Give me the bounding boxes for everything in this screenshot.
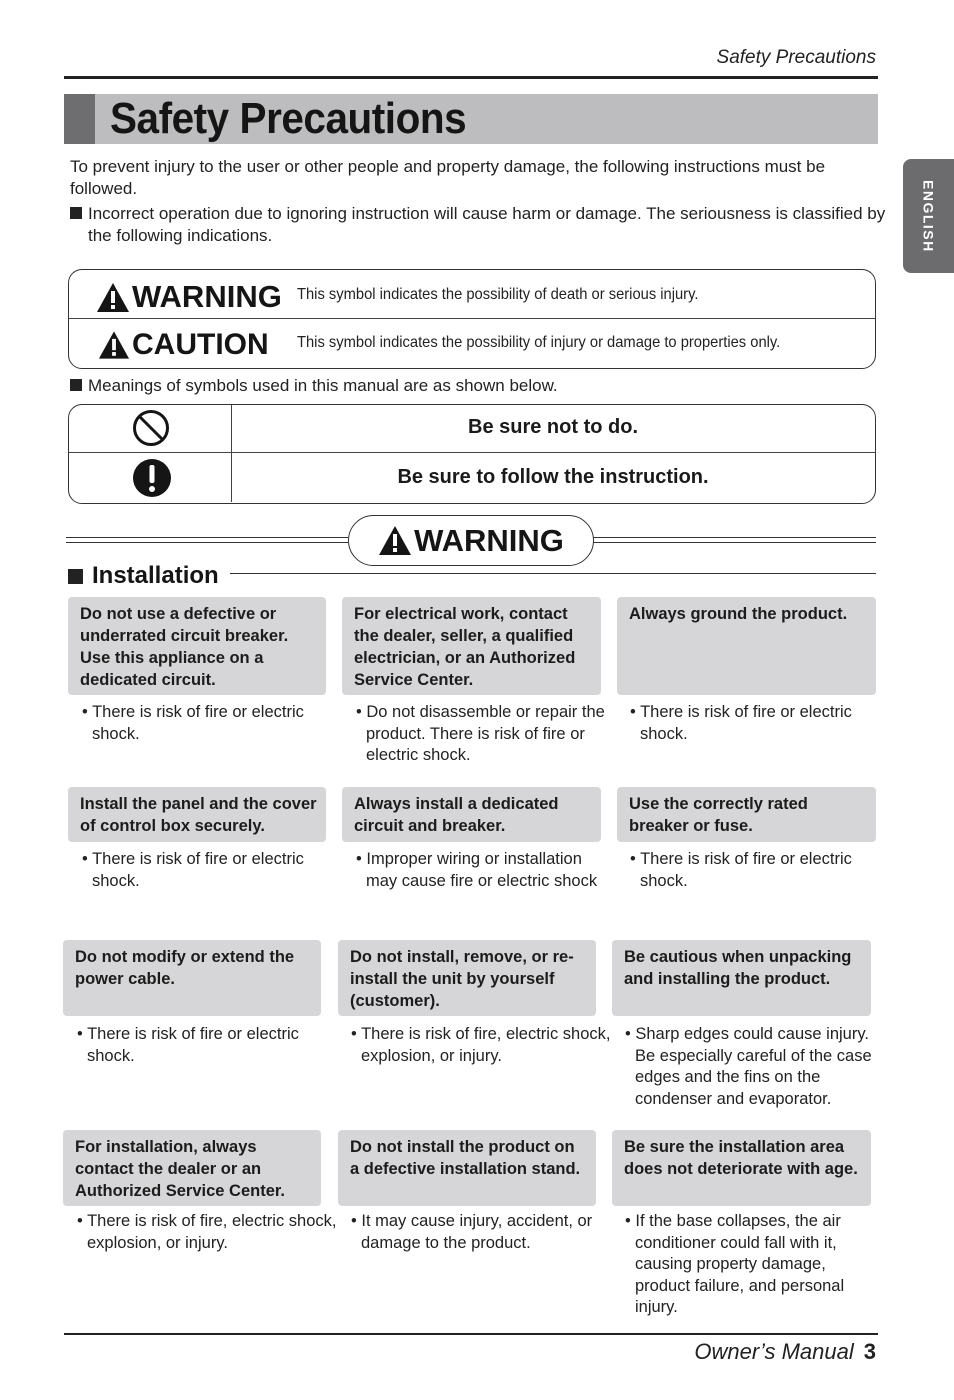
intro-bullet bbox=[70, 203, 888, 247]
card-body-text: There is risk of fire or electric shock. bbox=[640, 850, 852, 890]
caution-label: CAUTION bbox=[132, 328, 269, 361]
page-title: Safety Precautions bbox=[110, 94, 467, 143]
installation-heading-text: Installation bbox=[92, 562, 219, 589]
warning-section-badge bbox=[348, 515, 594, 566]
card-body: • If the base collapses, the air conditioner could fall with it, causing property damage, product failure, and personal injury. bbox=[625, 1212, 845, 1316]
caution-triangle-icon bbox=[98, 330, 130, 360]
card-body-text: If the base collapses, the air conditioner could fall with it, causing property damage, product failure, and personal injury. bbox=[635, 1212, 845, 1316]
section-rule-right-top bbox=[593, 537, 876, 538]
card-body: • There is risk of fire or electric shock. bbox=[82, 703, 304, 743]
card-head: For electrical work, contact the dealer, seller, a qualified electrician, or an Authorized Service Center. bbox=[342, 597, 601, 695]
card-body: • Do not disassemble or repair the product. There is risk of fire or electric shock. bbox=[356, 703, 605, 764]
card-head: Do not modify or extend the power cable. bbox=[63, 940, 321, 1016]
card-body-text: Sharp edges could cause injury. Be especially careful of the case edges and the fins on the condenser and evaporator. bbox=[635, 1025, 872, 1108]
symbols-intro bbox=[70, 375, 558, 397]
card-body-text: It may cause injury, accident, or damage to the product. bbox=[361, 1212, 593, 1252]
card-head: Use the correctly rated breaker or fuse. bbox=[617, 787, 876, 842]
prohibition-icon bbox=[132, 409, 170, 447]
card-head: For installation, always contact the dealer or an Authorized Service Center. bbox=[63, 1130, 321, 1206]
card-body-text: There is risk of fire, electric shock, explosion, or injury. bbox=[87, 1212, 337, 1252]
footer bbox=[694, 1339, 876, 1365]
warning-label: WARNING bbox=[132, 279, 282, 314]
running-header: Safety Precautions bbox=[716, 47, 876, 68]
warning-signal bbox=[96, 278, 282, 316]
card-body-text: Do not disassemble or repair the product. There is risk of fire or electric shock. bbox=[366, 703, 605, 764]
card-body: • There is risk of fire, electric shock, explosion, or injury. bbox=[77, 1212, 337, 1252]
card-head: Do not install, remove, or re-install the unit by yourself (customer). bbox=[338, 940, 596, 1016]
card-body-text: Improper wiring or installation may cause fire or electric shock bbox=[366, 850, 598, 890]
card-body: • There is risk of fire or electric shock. bbox=[630, 850, 852, 890]
warning-triangle-icon bbox=[96, 282, 130, 313]
symbols-table-divider bbox=[69, 452, 875, 453]
square-bullet-icon bbox=[70, 207, 82, 219]
title-accent bbox=[64, 94, 95, 144]
warning-section-signal bbox=[378, 523, 564, 559]
warning-description: This symbol indicates the possibility of death or serious injury. bbox=[297, 286, 699, 303]
symbols-intro-text: Meanings of symbols used in this manual are as shown below. bbox=[88, 376, 558, 395]
card-body: • Sharp edges could cause injury. Be especially careful of the case edges and the fins on the condenser and evaporator. bbox=[625, 1025, 872, 1108]
caution-description: This symbol indicates the possibility of injury or damage to properties only. bbox=[297, 334, 781, 351]
card-head: Always ground the product. bbox=[617, 597, 876, 695]
exclamation-icon bbox=[132, 458, 172, 498]
installation-heading bbox=[68, 561, 219, 591]
square-bullet-icon bbox=[70, 379, 82, 391]
signal-words-divider bbox=[69, 318, 875, 319]
card-body: • There is risk of fire or electric shock. bbox=[77, 1025, 299, 1065]
card-body-text: There is risk of fire or electric shock. bbox=[92, 850, 304, 890]
page-number: 3 bbox=[863, 1339, 876, 1364]
card-head: Be cautious when unpacking and installing the product. bbox=[612, 940, 871, 1016]
card-body: • There is risk of fire, electric shock, explosion, or injury. bbox=[351, 1025, 611, 1065]
card-body-text: There is risk of fire or electric shock. bbox=[640, 703, 852, 743]
symbol-meaning-not-do: Be sure not to do. bbox=[468, 416, 638, 438]
section-rule-right-bottom bbox=[593, 542, 876, 543]
card-body: • There is risk of fire or electric shock. bbox=[630, 703, 852, 743]
intro-paragraph: To prevent injury to the user or other people and property damage, the following instructions must be followed. bbox=[70, 157, 826, 198]
card-body-text: There is risk of fire or electric shock. bbox=[92, 703, 304, 743]
language-tab-label: ENGLISH bbox=[920, 179, 937, 253]
warning-section-label: WARNING bbox=[414, 522, 564, 558]
card-body: • Improper wiring or installation may cause fire or electric shock bbox=[356, 850, 598, 890]
square-bullet-icon bbox=[68, 569, 83, 584]
card-body-text: There is risk of fire or electric shock. bbox=[87, 1025, 299, 1065]
section-rule-left-bottom bbox=[66, 542, 348, 543]
section-rule-left-top bbox=[66, 537, 348, 538]
language-tab-label-wrap bbox=[903, 159, 954, 273]
footer-rule bbox=[64, 1333, 878, 1335]
card-head: Always install a dedicated circuit and breaker. bbox=[342, 787, 601, 842]
caution-signal bbox=[98, 327, 269, 363]
installation-heading-rule bbox=[230, 573, 876, 574]
warning-triangle-icon bbox=[378, 525, 412, 556]
symbol-meaning-follow: Be sure to follow the instruction. bbox=[397, 466, 709, 488]
card-head: Install the panel and the cover of control box securely. bbox=[68, 787, 326, 842]
card-body: • There is risk of fire or electric shock. bbox=[82, 850, 304, 890]
card-body-text: There is risk of fire, electric shock, explosion, or injury. bbox=[361, 1025, 611, 1065]
footer-manual-title: Owner’s Manual bbox=[694, 1339, 854, 1364]
card-head: Be sure the installation area does not deteriorate with age. bbox=[612, 1130, 871, 1206]
card-head: Do not install the product on a defective installation stand. bbox=[338, 1130, 596, 1206]
card-head: Do not use a defective or underrated circuit breaker. Use this appliance on a dedicated circuit. bbox=[68, 597, 326, 695]
card-body: • It may cause injury, accident, or damage to the product. bbox=[351, 1212, 593, 1252]
header-rule bbox=[64, 76, 878, 79]
intro-bullet-text: Incorrect operation due to ignoring instruction will cause harm or damage. The seriousness is classified by the following indications. bbox=[88, 204, 886, 245]
